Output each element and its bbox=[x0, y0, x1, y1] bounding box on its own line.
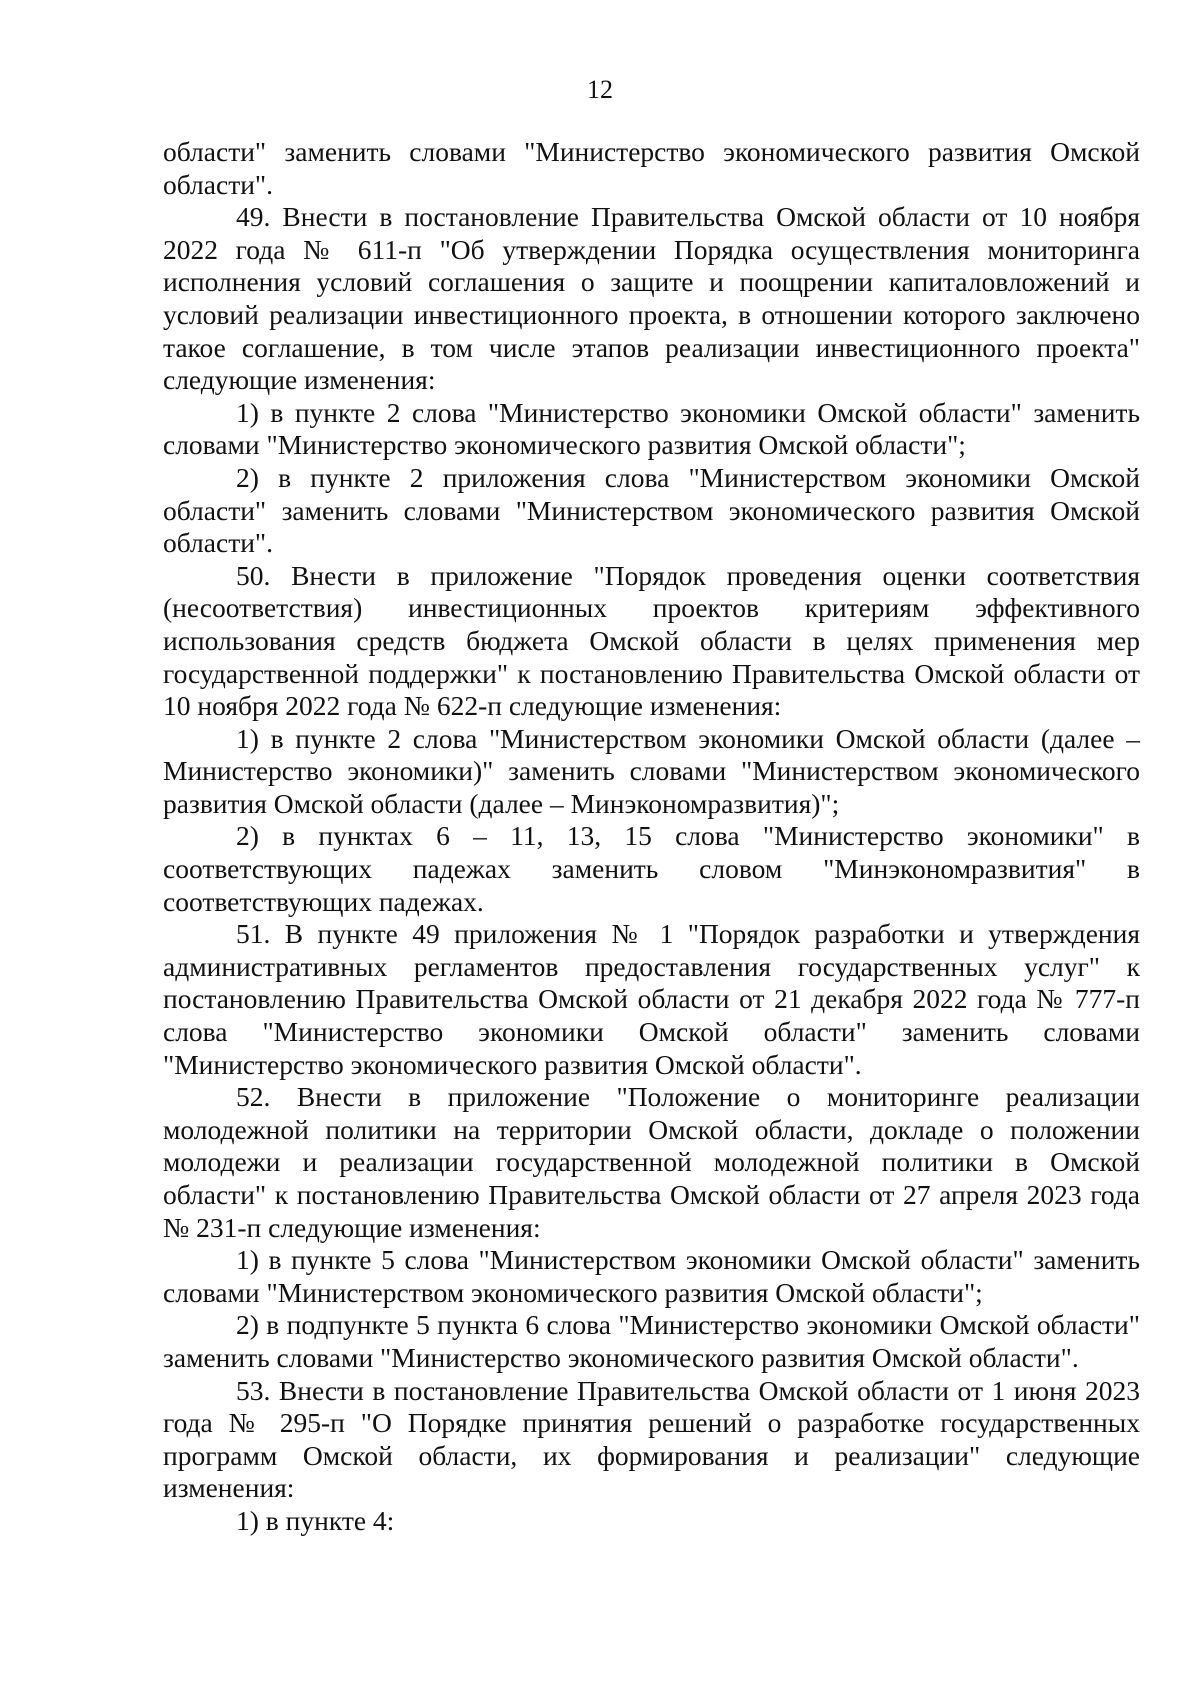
paragraph-item-50: 50. Внести в приложение "Порядок проведения оценки соответствия (несоответствия) инвестиционных проектов критериям эффективного использования средств бюджета Омской области в целях применения мер государственной поддержки" к постановлению Правительства Омской области от 10 ноября 2022 года № 622-п следующие изменения: bbox=[163, 559, 1140, 722]
paragraph-item-49-sub-1: 1) в пункте 2 слова "Министерство экономики Омской области" заменить словами "Министерство экономического развития Омской области"; bbox=[163, 396, 1140, 461]
paragraph-item-53-sub-1: 1) в пункте 4: bbox=[236, 1504, 395, 1536]
paragraph-item-52-sub-2: 2) в подпункте 5 пункта 6 слова "Министерство экономики Омской области" заменить словами "Министерство экономического развития Омской области". bbox=[163, 1309, 1140, 1373]
paragraph-item-49-sub-2: 2) в пункте 2 приложения слова "Министерством экономики Омской области" заменить словами "Министерством экономического развития Омской области". bbox=[163, 461, 1140, 559]
document-body bbox=[163, 136, 1140, 1538]
paragraph-item-52-sub-1: 1) в пункте 5 слова "Министерством экономики Омской области" заменить словами "Министерством экономического развития Омской области"; bbox=[163, 1244, 1140, 1308]
paragraph-continuation: области" заменить словами "Министерство экономического развития Омской области". bbox=[163, 136, 1140, 200]
paragraph-item-52: 52. Внести в приложение "Положение о мониторинге реализации молодежной политики на территории Омской области, докладе о положении молодежи и реализации государственной молодежной политики в Омской области" к постановлению Правительства Омской области от 27 апреля 2023 года № 231-п следующие изменения: bbox=[163, 1081, 1140, 1243]
paragraph-item-50-sub-1: 1) в пункте 2 слова "Министерством экономики Омской области (далее – Министерство экономики)" заменить словами "Министерством экономического развития Омской области (далее – Минэкономразвития)"; bbox=[163, 722, 1140, 819]
paragraph-item-50-sub-2: 2) в пунктах 6 – 11, 13, 15 слова "Министерство экономики" в соответствующих падежах заменить словом "Минэкономразвития" в соответствующих падежах. bbox=[163, 820, 1140, 917]
paragraph-item-51: 51. В пункте 49 приложения № 1 "Порядок разработки и утверждения административных регламентов предоставления государственных услуг" к постановлению Правительства Омской области от 21 декабря 2022 года № 777-п слова "Министерство экономики Омской области" заменить словами "Министерство экономического развития Омской области". bbox=[163, 918, 1140, 1080]
paragraph-item-49: 49. Внести в постановление Правительства Омской области от 10 ноября 2022 года № 611-п "Об утверждении Порядка осуществления мониторинга исполнения условий соглашения о защите и поощрении капиталовложений и условий реализации инвестиционного проекта, в отношении которого заключено такое соглашение, в том числе этапов реализации инвестиционного проекта" следующие изменения: bbox=[163, 201, 1140, 396]
page-number: 12 bbox=[587, 75, 613, 104]
paragraph-item-53: 53. Внести в постановление Правительства Омской области от 1 июня 2023 года № 295-п "О Порядке принятия решений о разработке государственных программ Омской области, их формирования и реализации" следующие изменения: bbox=[163, 1374, 1140, 1504]
